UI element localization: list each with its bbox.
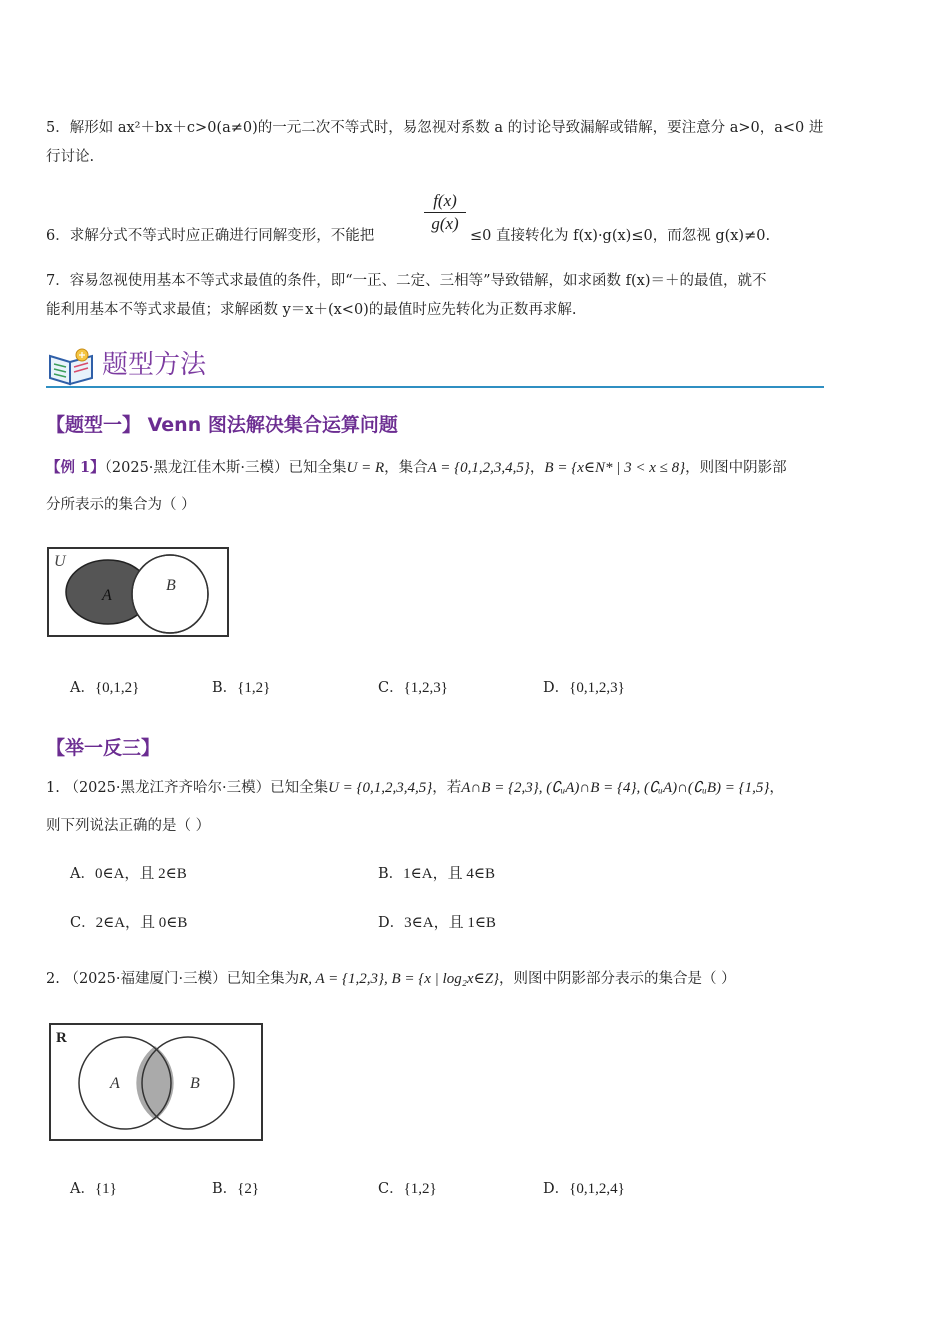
question-1-option-d[interactable]: D．3∈A，且 1∈B xyxy=(378,915,496,931)
venn-1-a-label: A xyxy=(102,587,112,604)
example-1-tag: 【例 1】 xyxy=(46,459,105,476)
venn-1-u-label: U xyxy=(54,553,66,570)
venn-2-u-label: R xyxy=(56,1030,67,1046)
question-2-sets: R, A = {1,2,3}, B = {x | log₂x∈Z} xyxy=(299,971,500,987)
question-1-tail: ， xyxy=(769,780,784,796)
example-1-tail: ，则图中阴影部 xyxy=(685,460,787,476)
note-item-5-line1: 5．解形如 ax²＋bx＋c>0(a≠0)的一元二次不等式时，易忽视对系数 a 的讨论导致漏解或错解，要注意分 a>0，a<0 进 xyxy=(46,120,824,136)
note-item-5-line2: 行讨论. xyxy=(46,149,95,165)
venn-diagram-1 xyxy=(46,546,230,638)
question-1-conditions: A∩B = {2,3}, (∁ᵤA)∩B = {4}, (∁ᵤA)∩(∁ᵤB) = {1,5} xyxy=(461,780,770,796)
fraction-denominator: g(x) xyxy=(431,214,459,233)
question-1-stem xyxy=(46,778,784,798)
section-divider xyxy=(46,386,824,388)
example-1-option-c[interactable]: C．{1,2,3} xyxy=(378,680,449,696)
note-item-7-line1: 7．容易忽视使用基本不等式求最值的条件，即“一正、二定、三相等”导致错解，如求函数 f(x)＝＋的最值，就不 xyxy=(46,273,767,289)
fraction-numerator: f(x) xyxy=(424,190,466,213)
question-1-line2: 则下列说法正确的是（ ） xyxy=(46,818,211,834)
type-1-heading: 【题型一】 Venn 图法解决集合运算问题 xyxy=(46,414,398,436)
venn-2-a-label: A xyxy=(110,1075,120,1092)
example-1-stem xyxy=(46,458,787,478)
section-title: 题型方法 xyxy=(102,350,207,380)
universal-set-u: U = R xyxy=(346,460,385,476)
question-2-option-b[interactable]: B．{2} xyxy=(212,1181,260,1197)
set-b-definition: B = {x∈N* | 3 < x ≤ 8} xyxy=(544,460,686,476)
example-1-option-b[interactable]: B．{1,2} xyxy=(212,680,271,696)
question-2-option-a[interactable]: A．{1} xyxy=(70,1181,117,1197)
question-2-stem xyxy=(46,969,736,989)
question-1-universal-set: U = {0,1,2,3,4,5} xyxy=(328,780,433,796)
venn-1-b-label: B xyxy=(166,577,176,594)
example-1-line2: 分所表示的集合为（ ） xyxy=(46,497,196,513)
question-1-number: 1. xyxy=(46,780,60,796)
question-2-option-d[interactable]: D．{0,1,2,4} xyxy=(543,1181,625,1197)
example-1-option-d[interactable]: D．{0,1,2,3} xyxy=(543,680,625,696)
note-item-6-pre: 6．求解分式不等式时应正确进行同解变形，不能把 xyxy=(46,228,375,244)
question-2-option-c[interactable]: C．{1,2} xyxy=(378,1181,437,1197)
question-1-option-c[interactable]: C．2∈A，且 0∈B xyxy=(70,915,188,931)
example-1-mid: ，集合 xyxy=(384,460,428,476)
question-1-option-b[interactable]: B．1∈A，且 4∈B xyxy=(378,866,495,882)
open-book-icon xyxy=(46,346,96,386)
question-2-number: 2. xyxy=(46,971,60,987)
question-2-source: （2025·福建厦门·三模）已知全集为 xyxy=(64,971,300,987)
fraction-f-over-g xyxy=(424,190,466,235)
question-1-option-a[interactable]: A．0∈A，且 2∈B xyxy=(70,866,187,882)
example-1-source: （2025·黑龙江佳木斯·三模）已知全集 xyxy=(104,460,347,476)
venn-2-b-label: B xyxy=(190,1075,200,1092)
note-item-7-line2: 能利用基本不等式求最值；求解函数 y＝x＋(x<0)的最值时应先转化为正数再求解. xyxy=(46,302,577,318)
question-2-tail: ，则图中阴影部分表示的集合是（ ） xyxy=(499,971,736,987)
example-1-comma: ， xyxy=(529,460,545,476)
example-1-option-a[interactable]: A．{0,1,2} xyxy=(70,680,140,696)
question-1-if: ，若 xyxy=(432,780,462,796)
venn-diagram-2 xyxy=(48,1022,264,1142)
set-a-definition: A = {0,1,2,3,4,5} xyxy=(427,460,530,476)
note-item-6-post: ≤0 直接转化为 f(x)·g(x)≤0，而忽视 g(x)≠0. xyxy=(470,228,771,244)
question-1-source: （2025·黑龙江齐齐哈尔·三模）已知全集 xyxy=(64,780,329,796)
practice-heading: 【举一反三】 xyxy=(46,737,161,759)
